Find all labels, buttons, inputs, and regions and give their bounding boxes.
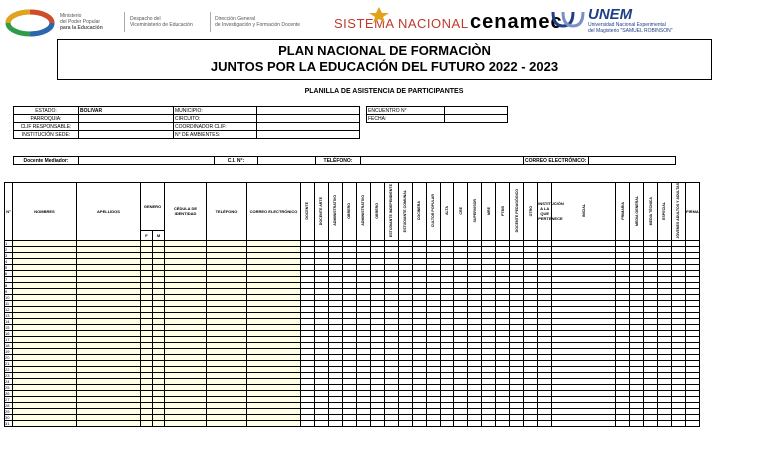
table-cell[interactable] [496, 420, 510, 426]
vertical-header: ADMINISTRATIVO [328, 183, 342, 241]
table-cell[interactable] [13, 420, 77, 426]
vertical-header: ESPECIAL [658, 183, 672, 241]
clif-label: CLIF RESPONSABLE: [14, 123, 79, 131]
col-f-header: F [141, 231, 153, 241]
institucion-field[interactable] [79, 131, 174, 139]
encuentro-field[interactable] [445, 107, 508, 115]
ci-label: C.I. N°: [215, 157, 258, 165]
direccion-logo-text: Dirección General de Investigación y Formación Docente [215, 16, 301, 28]
title-line-2: JUNTOS POR LA EDUCACIÓN DEL FUTURO 2022 - 2023 [210, 59, 559, 74]
table-cell[interactable] [685, 420, 699, 426]
row-number: 9 [5, 288, 13, 294]
form-subtitle: PLANILLA DE ASISTENCIA DE PARTICIPANTES [304, 88, 464, 95]
row-number: 2 [5, 246, 13, 252]
table-cell[interactable] [468, 420, 482, 426]
estado-label: ESTADO: [14, 107, 79, 115]
estado-value[interactable]: BOLIVAR [79, 107, 174, 115]
vertical-header: MEDIA TÉCNICA [644, 183, 658, 241]
title-box [57, 39, 712, 80]
correo-field[interactable] [589, 157, 676, 165]
telefono-label: TELÉFONO: [316, 157, 361, 165]
encuentro-label: ENCUENTRO N° [367, 107, 445, 115]
row-number: 31 [5, 420, 13, 426]
row-number: 5 [5, 264, 13, 270]
table-cell[interactable] [658, 420, 672, 426]
docente-field[interactable] [79, 157, 215, 165]
vertical-header: SUPERVISOR [468, 183, 482, 241]
docente-label: Docente Mediador: [14, 157, 79, 165]
ci-field[interactable] [258, 157, 316, 165]
row-number: 7 [5, 276, 13, 282]
table-cell[interactable] [552, 420, 616, 426]
vertical-header: ALTA [440, 183, 454, 241]
col-nombres-header: NOMBRES [13, 183, 77, 241]
table-cell[interactable] [314, 420, 328, 426]
info-table [13, 106, 508, 139]
col-numero-header: N° [5, 183, 13, 241]
col-institucion-header: INSTITUCIÓN A LA QUE PERTENECE [538, 183, 552, 241]
row-number: 27 [5, 396, 13, 402]
row-number: 14 [5, 318, 13, 324]
table-cell[interactable] [538, 420, 552, 426]
despacho-logo-text: Despacho del Viceministerio de Educación [130, 16, 193, 28]
vertical-header: MEDIA GENERAL [630, 183, 644, 241]
row-number: 15 [5, 324, 13, 330]
row-number: 28 [5, 402, 13, 408]
row-number: 26 [5, 390, 13, 396]
vertical-header: COCINERA [412, 183, 426, 241]
row-number: 8 [5, 282, 13, 288]
row-number: 16 [5, 330, 13, 336]
fecha-field[interactable] [445, 115, 508, 123]
col-correo-header: CORREO ELECTRÓNICO [247, 183, 301, 241]
table-cell[interactable] [524, 420, 538, 426]
vertical-header: PTMS [496, 183, 510, 241]
row-number: 24 [5, 378, 13, 384]
vertical-header: CULTOR POPULAR [426, 183, 440, 241]
table-cell[interactable] [616, 420, 630, 426]
institucion-label: INSTITUCIÓN SEDE: [14, 131, 79, 139]
clif-field[interactable] [79, 123, 174, 131]
row-number: 25 [5, 384, 13, 390]
vertical-header: DOCENTE PEDAGÓGICO [510, 183, 524, 241]
table-cell[interactable] [482, 420, 496, 426]
table-row [5, 420, 760, 426]
table-cell[interactable] [454, 420, 468, 426]
parroquia-label: PARROQUIA: [14, 115, 79, 123]
table-cell[interactable] [510, 420, 524, 426]
vertical-header: DOCENTE [301, 183, 315, 241]
table-cell[interactable] [342, 420, 356, 426]
table-cell[interactable] [77, 420, 141, 426]
col-m-header: M [153, 231, 165, 241]
correo-label: CORREO ELECTRÓNICO: [524, 157, 589, 165]
unem-logo-text: UNEM [588, 6, 633, 23]
row-number: 20 [5, 354, 13, 360]
table-cell[interactable] [398, 420, 412, 426]
vertical-header: DOCENTE ARTE [314, 183, 328, 241]
vertical-header: ESTUDIANTE INDEPENDIENTE [384, 183, 398, 241]
ministry-ring-logo [6, 10, 54, 36]
sistema-nacional-logo: SISTEMA NACIONAL [334, 16, 469, 31]
row-number: 23 [5, 372, 13, 378]
col-telefono-header: TELÉFONO [207, 183, 247, 241]
col-apellidos-header: APELLIDOS [77, 183, 141, 241]
row-number: 13 [5, 312, 13, 318]
row-number: 17 [5, 336, 13, 342]
row-number: 11 [5, 300, 13, 306]
cenamec-logo: cenamec [470, 11, 563, 33]
row-number: 12 [5, 306, 13, 312]
table-cell[interactable] [370, 420, 384, 426]
vertical-header: CRE [454, 183, 468, 241]
row-number: 10 [5, 294, 13, 300]
table-cell[interactable] [426, 420, 440, 426]
vertical-header: OBRERO [370, 183, 384, 241]
logo-divider [124, 12, 125, 32]
table-cell[interactable] [630, 420, 644, 426]
table-cell[interactable] [440, 420, 454, 426]
sistema-star-icon [368, 6, 390, 24]
row-number: 22 [5, 366, 13, 372]
table-cell[interactable] [153, 420, 165, 426]
vertical-header: MRE [482, 183, 496, 241]
vertical-header: JÓVENES ADULTOS Y ADULTAS [671, 183, 685, 241]
table-cell[interactable] [165, 420, 207, 426]
title-line-1: PLAN NACIONAL DE FORMACIÒN [278, 43, 491, 58]
col-firma-header: FIRMA [685, 183, 699, 241]
col-genero-header: GENERO [141, 183, 165, 231]
vertical-header: INICIAL [552, 183, 616, 241]
table-cell[interactable] [384, 420, 398, 426]
fecha-label: FECHA: [367, 115, 445, 123]
ministry-logo-text: Ministerio del Poder Popular para la Educación [60, 13, 103, 31]
ambientes-field[interactable] [257, 131, 360, 139]
row-number: 4 [5, 258, 13, 264]
table-cell[interactable] [247, 420, 301, 426]
vertical-header: PRIMARIA [616, 183, 630, 241]
attendance-table [4, 182, 760, 427]
row-number: 18 [5, 342, 13, 348]
table-cell[interactable] [356, 420, 370, 426]
circuito-label: CIRCUITO: [174, 115, 257, 123]
row-number: 30 [5, 414, 13, 420]
row-number: 29 [5, 408, 13, 414]
table-cell[interactable] [412, 420, 426, 426]
table-cell[interactable] [207, 420, 247, 426]
row-number: 19 [5, 348, 13, 354]
coordinador-field[interactable] [257, 123, 360, 131]
coordinador-label: COORDINADOR CLIF: [174, 123, 257, 131]
table-cell[interactable] [301, 420, 315, 426]
vertical-header: ESTUDIANTE COMUNAL [398, 183, 412, 241]
vertical-header: OTRO [524, 183, 538, 241]
unem-subtitle: Universidad Nacional Experimental del Magisterio "SAMUEL ROBINSON" [588, 22, 673, 34]
telefono-field[interactable] [361, 157, 524, 165]
table-cell[interactable] [671, 420, 685, 426]
vertical-header: OBRERO [342, 183, 356, 241]
ambientes-label: N° DE AMBIENTES: [174, 131, 257, 139]
row-number: 21 [5, 360, 13, 366]
row-number: 1 [5, 240, 13, 246]
table-cell[interactable] [328, 420, 342, 426]
attendance-rows [5, 240, 760, 426]
parroquia-field[interactable] [79, 115, 174, 123]
table-cell[interactable] [644, 420, 658, 426]
table-cell[interactable] [141, 420, 153, 426]
mediator-table [13, 156, 676, 165]
circuito-field[interactable] [257, 115, 360, 123]
vertical-header: ADMINISTRATIVO [356, 183, 370, 241]
logo-divider [210, 12, 211, 32]
municipio-label: MUNICIPIO: [174, 107, 257, 115]
unem-logo-icon [551, 8, 585, 30]
municipio-field[interactable] [257, 107, 360, 115]
row-number: 6 [5, 270, 13, 276]
col-cedula-header: CÉDULA DE IDENTIDAD [165, 183, 207, 241]
row-number: 3 [5, 252, 13, 258]
